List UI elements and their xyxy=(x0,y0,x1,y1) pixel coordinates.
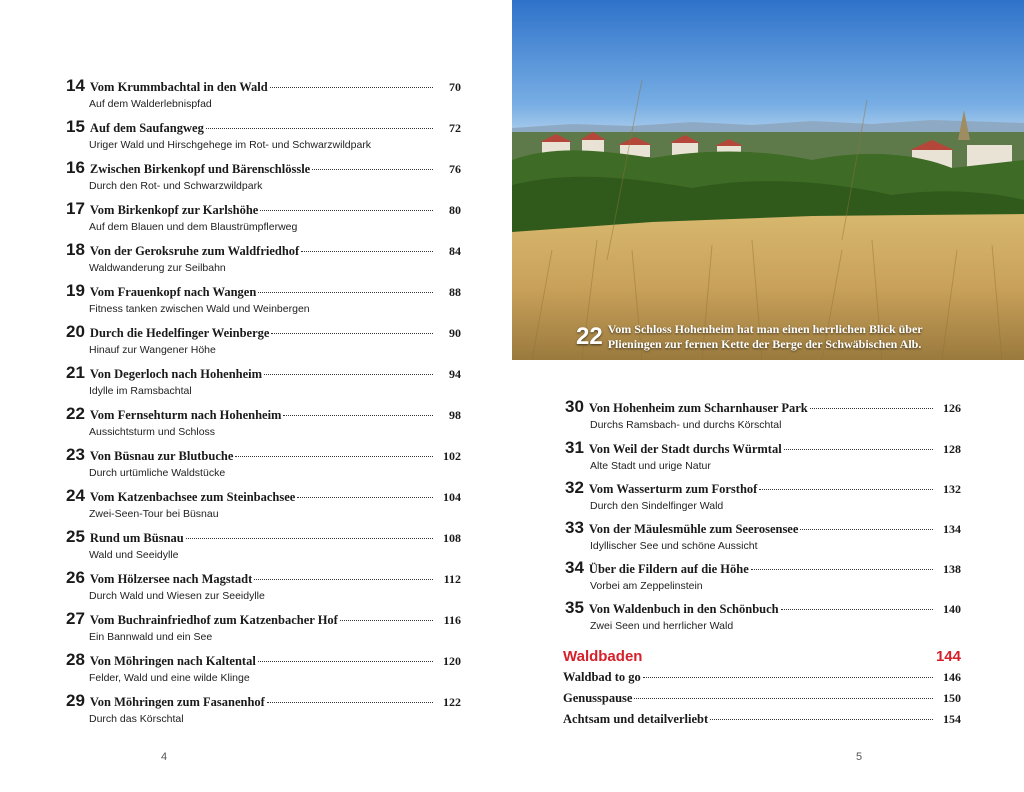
entry-subtitle: Durch den Rot- und Schwarzwildpark xyxy=(89,180,263,192)
entry-number: 14 xyxy=(66,76,85,95)
leader-dots xyxy=(634,698,933,699)
extra-page: 150 xyxy=(943,691,961,705)
entry-number: 29 xyxy=(66,691,85,710)
entry-subtitle: Fitness tanken zwischen Wald und Weinbergen xyxy=(89,303,310,315)
section-page: 144 xyxy=(935,648,961,665)
right-page xyxy=(512,0,1024,792)
entry-page: 138 xyxy=(943,562,961,576)
entry-title: Von Hohenheim zum Scharnhauser Park xyxy=(588,401,808,415)
caption-text xyxy=(608,322,923,352)
entry-subtitle: Zwei Seen und herrlicher Wald xyxy=(590,620,734,632)
leader-dots xyxy=(759,489,933,490)
entry-title: Vom Katzenbachsee zum Steinbachsee xyxy=(89,490,296,504)
entry-title: Vom Krummbachtal in den Wald xyxy=(89,80,268,94)
entry-title: Rund um Büsnau xyxy=(89,531,184,545)
entry-title: Vom Wasserturm zum Forsthof xyxy=(588,482,758,496)
entry-number: 20 xyxy=(66,322,85,341)
leader-dots xyxy=(283,415,433,416)
caption-line-2: Plieningen zur fernen Kette der Berge der Schwäbischen Alb. xyxy=(607,337,922,351)
entry-page: 88 xyxy=(449,285,461,299)
entry-subtitle: Ein Bannwald und ein See xyxy=(89,631,213,643)
entry-subtitle: Hinauf zur Wangener Höhe xyxy=(89,344,216,356)
toc-entry-22[interactable] xyxy=(66,405,461,438)
entry-number: 28 xyxy=(66,650,85,669)
leader-dots xyxy=(254,579,433,580)
entry-number: 32 xyxy=(565,478,584,497)
toc-extra-waldbad-to-go[interactable] xyxy=(563,670,961,685)
entry-number: 24 xyxy=(66,486,85,505)
entry-subtitle: Wald und Seeidylle xyxy=(89,549,179,561)
entry-subtitle: Waldwanderung zur Seilbahn xyxy=(89,262,226,274)
entry-subtitle: Auf dem Walderlebnispfad xyxy=(89,98,212,110)
entry-page: 70 xyxy=(449,80,461,94)
entry-title: Von Möhringen zum Fasanenhof xyxy=(89,695,265,709)
extra-title: Achtsam und detailverliebt xyxy=(563,712,709,726)
entry-subtitle: Zwei-Seen-Tour bei Büsnau xyxy=(89,508,219,520)
toc-entry-16[interactable] xyxy=(66,159,461,192)
entry-title: Von Weil der Stadt durchs Würmtal xyxy=(588,442,782,456)
entry-number: 21 xyxy=(66,363,85,382)
leader-dots xyxy=(312,169,433,170)
leader-dots xyxy=(643,677,933,678)
entry-page: 112 xyxy=(443,572,461,586)
extra-page: 146 xyxy=(943,670,961,684)
entry-title: Zwischen Birkenkopf und Bärenschlössle xyxy=(89,162,311,176)
toc-entry-14[interactable] xyxy=(66,77,461,110)
entry-subtitle: Idylle im Ramsbachtal xyxy=(89,385,192,397)
leader-dots xyxy=(264,374,433,375)
extra-page: 154 xyxy=(943,712,961,726)
toc-entry-29[interactable] xyxy=(66,692,461,725)
leader-dots xyxy=(267,702,433,703)
toc-entry-23[interactable] xyxy=(66,446,461,479)
entry-page: 116 xyxy=(443,613,461,627)
entry-title: Von Waldenbuch in den Schönbuch xyxy=(588,602,779,616)
toc-entry-31[interactable] xyxy=(565,439,961,472)
leader-dots xyxy=(297,497,433,498)
entry-page: 84 xyxy=(449,244,461,258)
leader-dots xyxy=(271,333,433,334)
entry-page: 104 xyxy=(443,490,461,504)
leader-dots xyxy=(206,128,433,129)
toc-entry-21[interactable] xyxy=(66,364,461,397)
entry-subtitle: Idyllischer See und schöne Aussicht xyxy=(590,540,758,552)
toc-extra-achtsam[interactable] xyxy=(563,712,961,727)
leader-dots xyxy=(810,408,933,409)
toc-entry-25[interactable] xyxy=(66,528,461,561)
entry-page: 80 xyxy=(449,203,461,217)
entry-title: Vom Hölzersee nach Magstadt xyxy=(89,572,253,586)
entry-title: Über die Fildern auf die Höhe xyxy=(588,562,749,576)
photo-caption xyxy=(576,322,1016,352)
entry-number: 15 xyxy=(66,117,85,136)
entry-page: 140 xyxy=(943,602,961,616)
section-heading-waldbaden[interactable] xyxy=(563,648,961,665)
toc-entry-15[interactable] xyxy=(66,118,461,151)
entry-title: Vom Fernsehturm nach Hohenheim xyxy=(89,408,282,422)
page-number: 5 xyxy=(856,751,863,763)
toc-entry-18[interactable] xyxy=(66,241,461,274)
leader-dots xyxy=(260,210,433,211)
section-title: Waldbaden xyxy=(563,648,643,665)
caption-number: 22 xyxy=(576,323,603,350)
entry-page: 76 xyxy=(449,162,461,176)
entry-subtitle: Vorbei am Zeppelinstein xyxy=(590,580,703,592)
entry-page: 90 xyxy=(449,326,461,340)
landscape-photo xyxy=(512,0,1024,360)
toc-entry-28[interactable] xyxy=(66,651,461,684)
toc-entry-27[interactable] xyxy=(66,610,461,643)
entry-page: 126 xyxy=(943,401,961,415)
photo-illustration xyxy=(512,0,1024,360)
leader-dots xyxy=(340,620,433,621)
entry-number: 19 xyxy=(66,281,85,300)
entry-subtitle: Uriger Wald und Hirschgehege im Rot- und Schwarzwildpark xyxy=(89,139,372,151)
leader-dots xyxy=(186,538,433,539)
leader-dots xyxy=(751,569,933,570)
leader-dots xyxy=(258,292,433,293)
entry-number: 17 xyxy=(66,199,85,218)
entry-page: 122 xyxy=(443,695,461,709)
entry-page: 98 xyxy=(449,408,461,422)
entry-title: Auf dem Saufangweg xyxy=(89,121,204,135)
entry-page: 94 xyxy=(449,367,461,381)
toc-entry-19[interactable] xyxy=(66,282,461,315)
entry-subtitle: Durch urtümliche Waldstücke xyxy=(89,467,226,479)
leader-dots xyxy=(781,609,933,610)
entry-number: 16 xyxy=(66,158,85,177)
entry-subtitle: Durchs Ramsbach- und durchs Körschtal xyxy=(590,419,782,431)
page-number: 4 xyxy=(161,751,168,763)
leader-dots xyxy=(258,661,433,662)
entry-title: Vom Buchrainfriedhof zum Katzenbacher Hof xyxy=(89,613,338,627)
toc-entry-34[interactable] xyxy=(565,559,961,592)
leader-dots xyxy=(784,449,933,450)
entry-title: Durch die Hedelfinger Weinberge xyxy=(89,326,270,340)
entry-subtitle: Durch das Körschtal xyxy=(89,713,184,725)
entry-title: Von Degerloch nach Hohenheim xyxy=(89,367,263,381)
toc-entry-26[interactable] xyxy=(66,569,461,602)
entry-number: 31 xyxy=(565,438,584,457)
entry-number: 33 xyxy=(565,518,584,537)
leader-dots xyxy=(800,529,933,530)
entry-page: 134 xyxy=(943,522,961,536)
toc-entry-24[interactable] xyxy=(66,487,461,520)
entry-number: 27 xyxy=(66,609,85,628)
entry-subtitle: Alte Stadt und urige Natur xyxy=(590,460,711,472)
entry-subtitle: Auf dem Blauen und dem Blaustrümpflerweg xyxy=(89,221,298,233)
entry-page: 132 xyxy=(943,482,961,496)
entry-title: Von der Geroksruhe zum Waldfriedhof xyxy=(89,244,300,258)
entry-number: 30 xyxy=(565,397,584,416)
entry-number: 35 xyxy=(565,598,584,617)
leader-dots xyxy=(710,719,933,720)
entry-title: Vom Frauenkopf nach Wangen xyxy=(89,285,257,299)
entry-subtitle: Durch den Sindelfinger Wald xyxy=(590,500,724,512)
toc-entry-35[interactable] xyxy=(565,599,961,632)
entry-number: 23 xyxy=(66,445,85,464)
entry-page: 128 xyxy=(943,442,961,456)
entry-title: Von der Mäulesmühle zum Seerosensee xyxy=(588,522,799,536)
leader-dots xyxy=(301,251,433,252)
leader-dots xyxy=(235,456,433,457)
extra-title: Genusspause xyxy=(563,691,633,705)
entry-number: 34 xyxy=(565,558,584,577)
entry-subtitle: Aussichtsturm und Schloss xyxy=(89,426,216,438)
entry-title: Von Büsnau zur Blutbuche xyxy=(89,449,234,463)
toc-entry-20[interactable] xyxy=(66,323,461,356)
entry-number: 26 xyxy=(66,568,85,587)
toc-extra-genusspause[interactable] xyxy=(563,691,961,706)
toc-entry-33[interactable] xyxy=(565,519,961,552)
entry-number: 22 xyxy=(66,404,85,423)
entry-page: 120 xyxy=(443,654,461,668)
caption-line-1: Vom Schloss Hohenheim hat man einen herrlichen Blick über xyxy=(607,322,923,336)
entry-subtitle: Felder, Wald und eine wilde Klinge xyxy=(89,672,250,684)
entry-subtitle: Durch Wald und Wiesen zur Seeidylle xyxy=(89,590,265,602)
entry-title: Von Möhringen nach Kaltental xyxy=(89,654,256,668)
entry-number: 25 xyxy=(66,527,85,546)
entry-page: 108 xyxy=(443,531,461,545)
toc-entry-32[interactable] xyxy=(565,479,961,512)
entry-page: 72 xyxy=(449,121,461,135)
entry-page: 102 xyxy=(443,449,461,463)
entry-number: 18 xyxy=(66,240,85,259)
toc-entry-30[interactable] xyxy=(565,398,961,431)
extra-title: Waldbad to go xyxy=(563,670,641,684)
leader-dots xyxy=(270,87,433,88)
toc-entry-17[interactable] xyxy=(66,200,461,233)
entry-title: Vom Birkenkopf zur Karlshöhe xyxy=(89,203,259,217)
